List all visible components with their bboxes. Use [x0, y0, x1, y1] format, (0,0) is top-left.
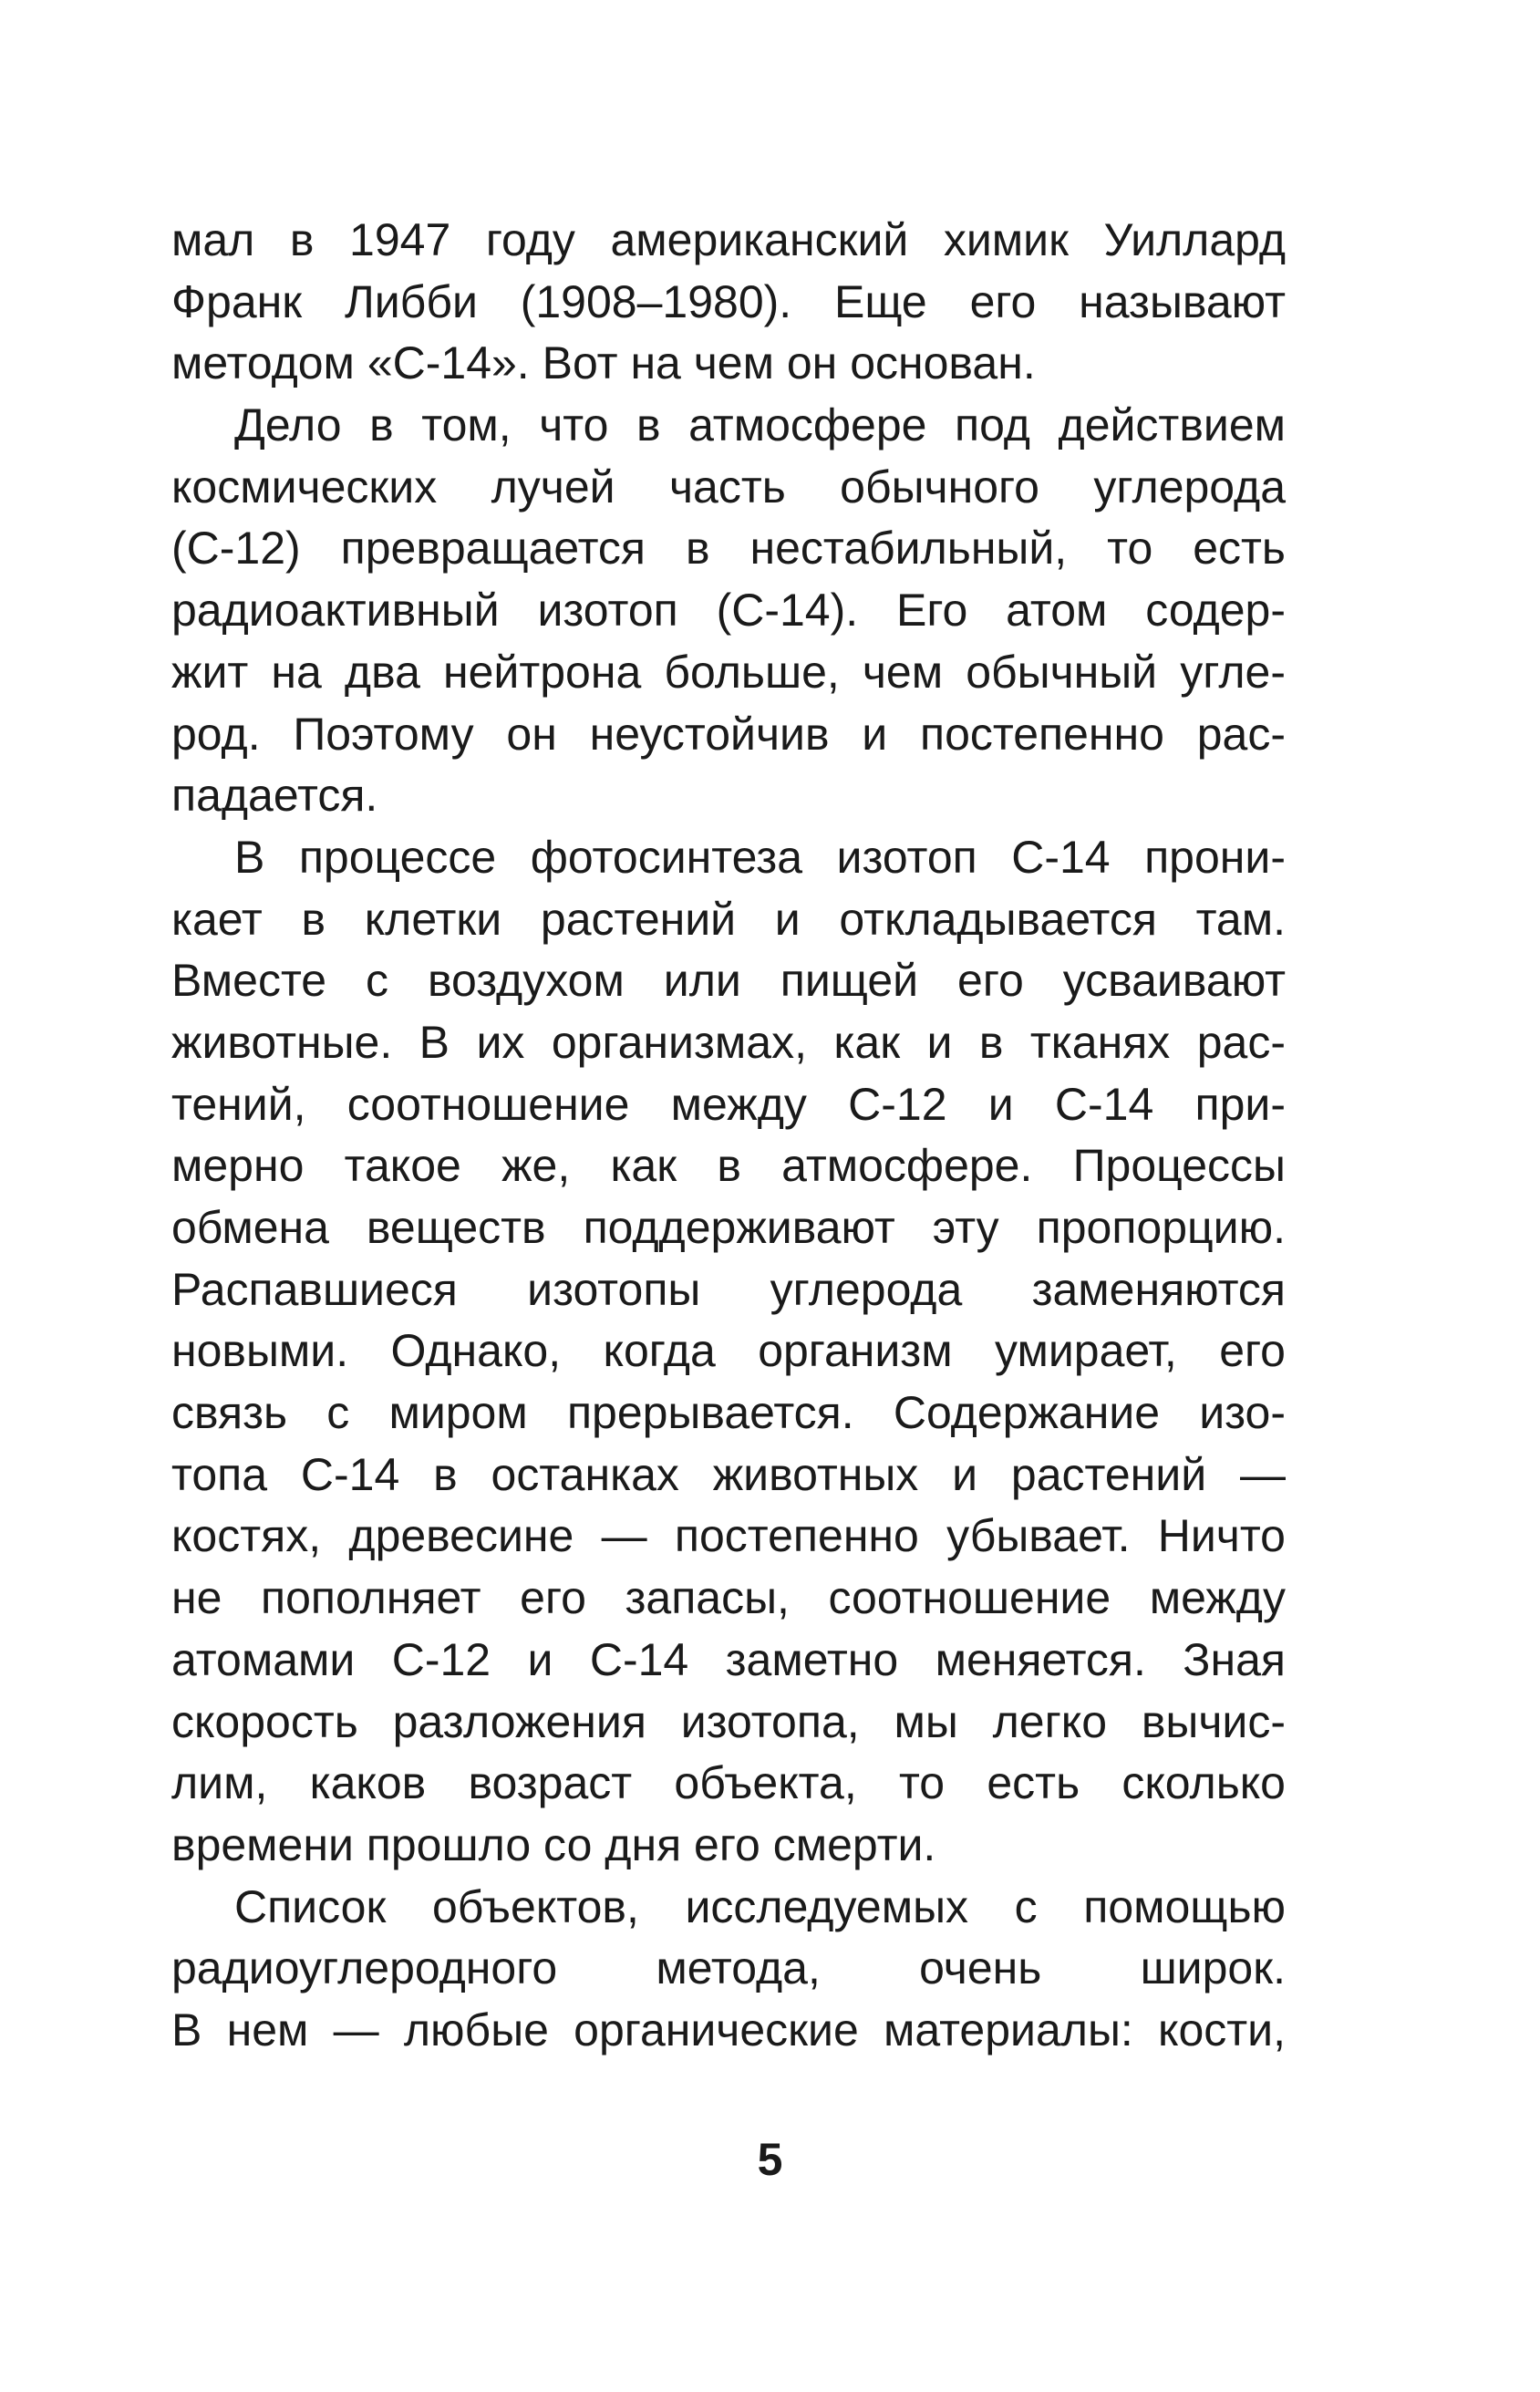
text-line: В процессе фотосинтеза изотоп С-14 прони-: [234, 831, 1286, 883]
text-line: животные. В их организмах, как и в тканях рас-: [171, 1016, 1286, 1068]
text-line: Вместе с воздухом или пищей его усваивают: [171, 955, 1286, 1007]
paragraph: [171, 1877, 1286, 2062]
text-line: В нем — любые органические материалы: кости,: [171, 2004, 1286, 2055]
text-line: мерно такое же, как в атмосфере. Процессы: [171, 1140, 1286, 1192]
text-line: радиоактивный изотоп (С-14). Его атом содер-: [171, 585, 1286, 637]
text-line: Список объектов, исследуемых с помощью: [234, 1880, 1286, 1932]
text-line: не пополняет его запасы, соотношение между: [171, 1572, 1286, 1624]
text-line: времени прошло со дня его смерти.: [171, 1818, 936, 1870]
text-line: жит на два нейтрона больше, чем обычный угле-: [171, 646, 1286, 698]
page-number: 5: [757, 2134, 783, 2185]
text-line: скорость разложения изотопа, мы легко вычис-: [171, 1695, 1286, 1747]
text-line: мал в 1947 году американский химик Уиллард: [171, 214, 1286, 265]
text-line: (С-12) превращается в нестабильный, то есть: [171, 523, 1286, 575]
text-line: связь с миром прерывается. Содержание изо-: [171, 1387, 1286, 1439]
text-line: падается.: [171, 770, 378, 822]
text-line: атомами С-12 и С-14 заметно меняется. Зная: [171, 1633, 1286, 1685]
text-line: топа С-14 в останках животных и растений —: [171, 1448, 1286, 1500]
text-line: радиоуглеродного метода, очень широк.: [171, 1942, 1286, 1994]
paragraph: [171, 210, 1286, 395]
text-line: методом «С-14». Вот на чем он основан.: [171, 337, 1036, 389]
text-line: Дело в том, что в атмосфере под действием: [234, 399, 1286, 451]
text-line: космических лучей часть обычного углерода: [171, 461, 1286, 513]
text-line: род. Поэтому он неустойчив и постепенно рас-: [171, 708, 1286, 760]
text-line: Франк Либби (1908–1980). Еще его называют: [171, 275, 1286, 327]
body-text: [171, 210, 1286, 2062]
text-line: кает в клетки растений и откладывается там.: [171, 893, 1286, 945]
text-line: лим, каков возраст объекта, то есть сколько: [171, 1757, 1286, 1809]
text-line: Распавшиеся изотопы углерода заменяются: [171, 1263, 1286, 1315]
paragraph: [171, 827, 1286, 1877]
text-line: обмена веществ поддерживают эту пропорцию.: [171, 1202, 1286, 1253]
text-line: тений, соотношение между С-12 и С-14 при-: [171, 1078, 1286, 1130]
text-line: новыми. Однако, когда организм умирает, его: [171, 1325, 1286, 1377]
text-line: костях, древесине — постепенно убывает. Ничто: [171, 1510, 1286, 1562]
paragraph: [171, 395, 1286, 827]
